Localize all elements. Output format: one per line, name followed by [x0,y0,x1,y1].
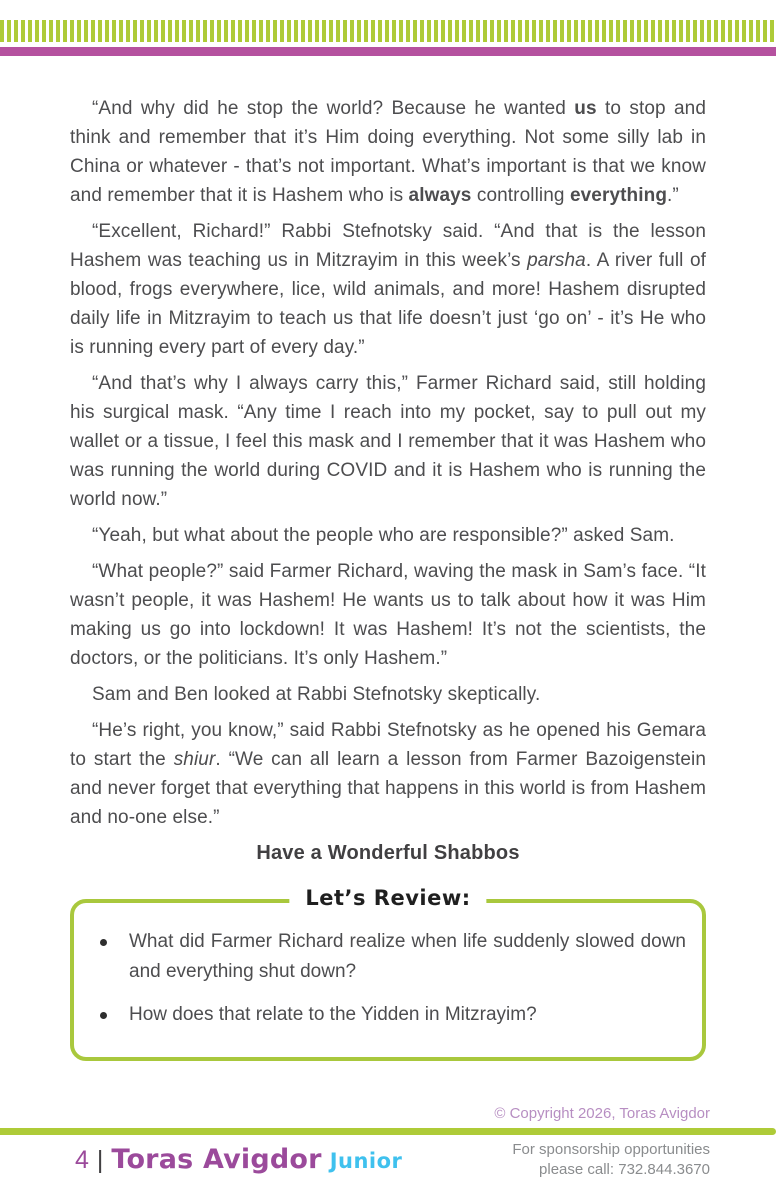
story-content [70,94,706,1061]
story-paragraph: “What people?” said Farmer Richard, waving the mask in Sam’s face. “It wasn’t people, it was Hashem! He wants us to talk about how it was Him making us go into lockdown! It was Hashem! It’s not the scientists, the doctors, or the politicians. It’s only Hashem.” [70,561,706,669]
review-bullet: What did Farmer Richard realize when life suddenly slowed down and everything shut down? [96,927,686,987]
sponsorship-line1: For sponsorship opportunities [512,1141,710,1158]
sponsorship-line2: please call: 732.844.3670 [539,1161,710,1178]
story-paragraph: “Yeah, but what about the people who are responsible?” asked Sam. [92,525,675,546]
footer-brand-group [75,1144,402,1175]
review-bullet-list [96,927,686,1030]
top-stripes-decoration [0,20,776,42]
closing-heading: Have a Wonderful Shabbos [256,842,520,864]
footer-divider: | [96,1146,104,1174]
story-paragraph: Sam and Ben looked at Rabbi Stefnotsky skeptically. [92,684,541,705]
review-bullet: How does that relate to the Yidden in Mitzrayim? [96,1000,686,1030]
review-box [70,886,706,1061]
brand-logo-text: Toras Avigdor [111,1144,322,1175]
story-paragraph: “And why did he stop the world? Because he wanted us to stop and think and remember that it’s Him doing everything. Not some silly lab in China or whatever - that’s not important. What’s important is that we know and remember that it is Hashem who is always controlling everything.” [70,98,707,206]
magenta-accent-bar [0,47,776,56]
story-paragraph: “Excellent, Richard!” Rabbi Stefnotsky said. “And that is the lesson Hashem was teaching us in Mitzrayim in this week’s parsha. A river full of blood, frogs everywhere, lice, wild animals, and more! Hashem disrupted daily life in Mitzrayim to teach us that life doesn’t just ‘go on’ - it’s He who is running every part of every day.” [70,221,706,358]
copyright-notice: © Copyright 2026, Toras Avigdor [494,1105,710,1122]
story-paragraph: “And that’s why I always carry this,” Farmer Richard said, still holding his surgical mask. “Any time I reach into my pocket, say to pull out my wallet or a tissue, I feel this mask and I remember that it was Hashem who was running the world during COVID and it is Hashem who is running the world now.” [70,373,706,510]
story-paragraphs [70,94,706,832]
brand-junior-label: Junior [329,1149,403,1173]
review-title: Let’s Review: [289,886,486,910]
page-number: 4 [75,1146,89,1174]
footer-separator-line [0,1128,776,1135]
sponsorship-text [512,1140,710,1180]
story-paragraph: “He’s right, you know,” said Rabbi Stefnotsky as he opened his Gemara to start the shiur. “We can all learn a lesson from Farmer Bazoigenstein and never forget that everything that happens in this world is from Hashem and no-one else.” [70,720,706,828]
